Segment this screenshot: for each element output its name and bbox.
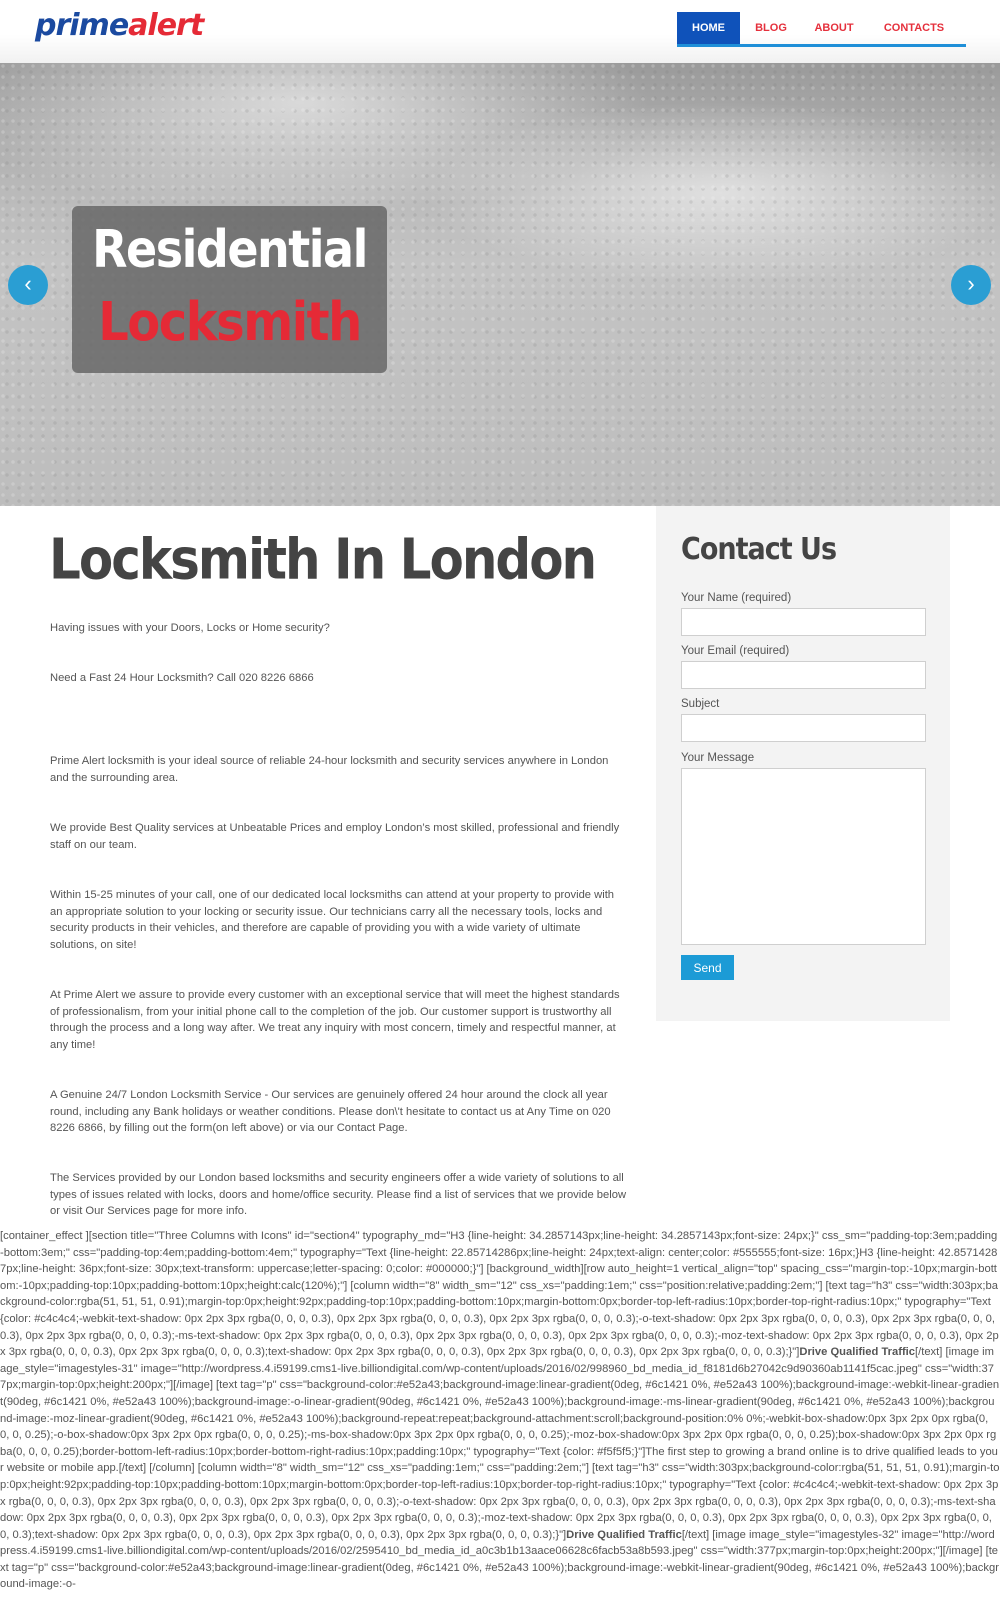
hero-caption-box — [72, 206, 387, 373]
shortcode-text: [container_effect ][section title="Three Columns with Icons" id="section4" typography_md="H3 {line-height: 34.2857143px;line-height: 34.2857143px;font-size: 24px;}" css_sm="padding-top:3em;padding-bottom:3em;" css="padding-top:4em;padding-bottom:4em;" typography="Text {line-height: 22.85714286px;line-height: 24px;text-align: center;color: #555555;font-size: 16px;}H3 {line-height: 42.85714287px;line-height: 36px;font-size: 30px;text-transform: uppercase;letter-spacing: 0;color: #000000;}"] [background_width][row auto_height=1 vertical_align="top" spacing_css="margin-top:-10px;margin-bottom:-10px;padding-top:10px;padding-bottom:10px;height:calc(120%);"] [column width="8" width_sm="12" css_xs="padding:1em;" css="position:relative;padding:2em;"] [text tag="h3" css="width:303px;background-color:rgba(51, 51, 51, 0.91);margin-top:0px;height:92px;padding-top:10px;padding-bottom:10px;margin-bottom:0px;border-top-left-radius:10px;border-top-right-radius:10px;" typography="Text {color: #c4c4c4;-webkit-text-shadow: 0px 2px 3px rgba(0, 0, 0, 0.3), 0px 2px 3px rgba(0, 0, 0, 0.3), 0px 2px 3px rgba(0, 0, 0, 0.3);-o-text-shadow: 0px 2px 3px rgba(0, 0, 0, 0.3), 0px 2px 3px rgba(0, 0, 0, 0.3), 0px 2px 3px rgba(0, 0, 0, 0.3);-ms-text-shadow: 0px 2px 3px rgba(0, 0, 0, 0.3), 0px 2px 3px rgba(0, 0, 0, 0.3), 0px 2px 3px rgba(0, 0, 0, 0.3);-moz-text-shadow: 0px 2px 3px rgba(0, 0, 0, 0.3), 0px 2px 3px rgba(0, 0, 0, 0.3), 0px 2px 3px rgba(0, 0, 0, 0.3);text-shadow: 0px 2px 3px rgba(0, 0, 0, 0.3), 0px 2px 3px rgba(0, 0, 0, 0.3), 0px 2px 3px rgba(0, 0, 0, 0.3);}"] — [0, 1230, 999, 1359]
nav-item-home[interactable]: HOME — [677, 12, 740, 44]
content-paragraph: At Prime Alert we assure to provide every customer with an exceptional service that will meet the highest standards of professionalism, from your initial phone call to the completion of the job. Our customer support is trustworthy all through the process and a long way after. We treat any inquiry with most concern, timely and respectful manner, at any time! — [50, 989, 620, 1051]
hero-heading-line2: Locksmith — [98, 290, 361, 354]
chevron-left-icon: ‹ — [24, 271, 32, 296]
nav-item-blog[interactable]: BLOG — [755, 22, 787, 34]
chevron-right-icon: › — [967, 271, 975, 296]
hero-slider — [0, 63, 1000, 506]
name-field[interactable] — [681, 608, 926, 636]
logo[interactable] — [35, 8, 203, 43]
shortcode-heading: Drive Qualified Traffic — [566, 1528, 682, 1541]
subject-field[interactable] — [681, 714, 926, 742]
contact-form-panel — [656, 506, 950, 1021]
site-header — [0, 0, 1000, 63]
message-textarea[interactable] — [681, 768, 926, 945]
intro-paragraph: Having issues with your Doors, Locks or Home security? — [50, 622, 330, 634]
email-field[interactable] — [681, 661, 926, 689]
message-label: Your Message — [681, 752, 755, 764]
content-paragraph: Within 15-25 minutes of your call, one of our dedicated local locksmiths can attend at your property to provide with an appropriate solution to your locking or security issue. Our technicians carry all the necessary tools, locks and security products in their vehicles, and therefore are capable of providing you with a wide variety of ultimate solutions, on site! — [50, 889, 615, 951]
subject-label: Subject — [681, 698, 720, 710]
phone-paragraph: Need a Fast 24 Hour Locksmith? Call 020 8226 6866 — [50, 672, 314, 684]
hero-heading-line1: Residential — [92, 218, 367, 280]
send-button[interactable]: Send — [681, 955, 734, 980]
shortcode-heading: Drive Qualified Traffic — [799, 1346, 916, 1359]
page-title: Locksmith In London — [49, 527, 596, 592]
name-label: Your Name (required) — [681, 592, 792, 604]
contact-title: Contact Us — [681, 532, 837, 567]
raw-shortcode-text — [0, 1228, 1000, 1616]
nav-item-contacts[interactable]: CONTACTS — [883, 22, 945, 34]
logo-text-prime: prime — [35, 8, 129, 43]
slider-prev-button[interactable] — [8, 265, 48, 305]
email-label: Your Email (required) — [681, 645, 790, 657]
nav-item-about[interactable]: ABOUT — [814, 22, 854, 34]
shortcode-text: [/text] [image image_style="imagestyles-32" image="http://wordpress.4.i59199.cms1-live.billiondigital.com/wp-content/uploads/2016/02/2595410_bd_media_id_a0c3b1b13aace06628c6facb53a8b593.jpeg" css="width:377px;margin-top:0px;height:200px;"][/image] [text tag="p" css="background-color:#e52a43;background-image:linear-gradient(0deg, #6c1421 0%, #e52a43 100%);background-image:-webkit-linear-gradient(90deg, #6c1421 0%, #e52a43 100%);background-image:-o- — [0, 1528, 999, 1591]
content-paragraph: Prime Alert locksmith is your ideal source of reliable 24-hour locksmith and security services anywhere in London and the surrounding area. — [50, 755, 609, 784]
slider-next-button[interactable] — [951, 265, 991, 305]
nav-underline — [677, 44, 966, 47]
content-paragraph: The Services provided by our London based locksmiths and security engineers offer a wide variety of solutions to all types of issues related with locks, doors and home/office security. Please find a list of services that we provide below or visit Our Services page for more info. — [50, 1172, 627, 1218]
shortcode-text: [/text] [image image_style="imagestyles-31" image="http://wordpress.4.i59199.cms1-live.billiondigital.com/wp-content/uploads/2016/02/998960_bd_media_id_f8181d6b27042c9d90360ab1141f5cac.jpeg" css="width:377px;margin-top:0px;height:200px;"][/image] [text tag="p" css="background-color:#e52a43;background-image:linear-gradient(0deg, #6c1421 0%, #e52a43 100%);background-image:-webkit-linear-gradient(90deg, #6c1421 0%, #e52a43 100%);background-image:-o-linear-gradient(90deg, #6c1421 0%, #e52a43 100%);background-image:-ms-linear-gradient(90deg, #6c1421 0%, #e52a43 100%);background-image:-moz-linear-gradient(90deg, #6c1421 0%, #e52a43 100%);background-repeat:repeat;background-attachment:scroll;background-position:0% 0%;-webkit-box-shadow:0px 3px 2px 0px rgba(0, 0, 0, 0.25);-o-box-shadow:0px 3px 2px 0px rgba(0, 0, 0, 0.25);-ms-box-shadow:0px 3px 2px 0px rgba(0, 0, 0, 0.25);-moz-box-shadow:0px 3px 2px 0px rgba(0, 0, 0, 0.25);box-shadow:0px 3px 2px 0px rgba(0, 0, 0, 0.25);border-bottom-left-radius:10px;border-bottom-right-radius:10px;padding:10px;" typography="Text {color: #f5f5f5;}"]The first step to growing a brand online is to drive qualified leads to your website or mobile app.[/text] [/column] [column width="8" width_sm="12" css_xs="padding:1em;" css="padding:2em;"] [text tag="h3" css="width:303px;background-color:rgba(51, 51, 51, 0.91);margin-top:0px;height:92px;padding-top:10px;padding-bottom:10px;margin-bottom:0px;border-top-left-radius:10px;border-top-right-radius:10px;" typography="Text {color: #c4c4c4;-webkit-text-shadow: 0px 2px 3px rgba(0, 0, 0, 0.3), 0px 2px 3px rgba(0, 0, 0, 0.3), 0px 2px 3px rgba(0, 0, 0, 0.3);-o-text-shadow: 0px 2px 3px rgba(0, 0, 0, 0.3), 0px 2px 3px rgba(0, 0, 0, 0.3), 0px 2px 3px rgba(0, 0, 0, 0.3);-ms-text-shadow: 0px 2px 3px rgba(0, 0, 0, 0.3), 0px 2px 3px rgba(0, 0, 0, 0.3), 0px 2px 3px rgba(0, 0, 0, 0.3);-moz-text-shadow: 0px 2px 3px rgba(0, 0, 0, 0.3), 0px 2px 3px rgba(0, 0, 0, 0.3), 0px 2px 3px rgba(0, 0, 0, 0.3);text-shadow: 0px 2px 3px rgba(0, 0, 0, 0.3), 0px 2px 3px rgba(0, 0, 0, 0.3), 0px 2px 3px rgba(0, 0, 0, 0.3);}"] — [0, 1346, 1000, 1541]
logo-text-alert: alert — [128, 8, 204, 43]
content-paragraph: We provide Best Quality services at Unbeatable Prices and employ London’s most skilled, professional and friendly staff on our team. — [50, 822, 620, 851]
main-nav — [677, 12, 962, 46]
content-paragraph: A Genuine 24/7 London Locksmith Service - Our services are genuinely offered 24 hour around the clock all year round, including any Bank holidays or weather conditions. Please don\'t hesitate to contact us at Any Time on 020 8226 6866, by filling out the form(on left above) or via our Contact Page. — [50, 1089, 611, 1135]
